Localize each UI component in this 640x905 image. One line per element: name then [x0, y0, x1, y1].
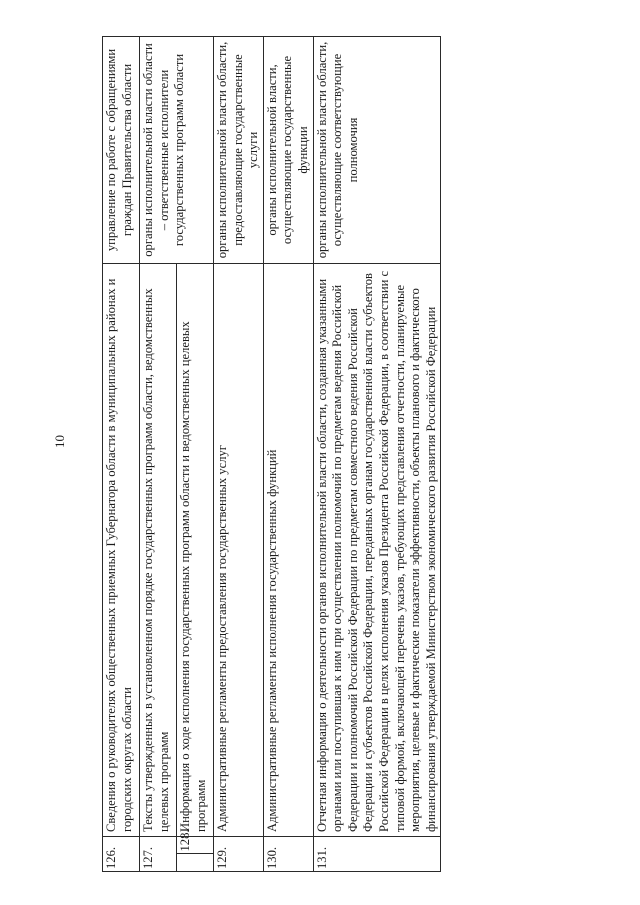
table-row — [313, 37, 441, 872]
row-description: Административные регламенты исполнения государственных функций — [263, 264, 313, 837]
table-row — [263, 37, 313, 872]
page-number: 10 — [52, 435, 67, 448]
row-number: 130. — [263, 837, 313, 872]
row-number: 128. — [177, 837, 214, 855]
rotated-table-container — [102, 36, 438, 872]
row-indent-cell — [177, 854, 214, 872]
row-responsible: органы исполнительной власти области, предоставляющие государственные услуги — [214, 37, 264, 264]
row-number: 127. — [140, 837, 177, 872]
row-description: Тексты утвержденных в установленном порядке государственных программ области, ведомственных целевых программ — [140, 264, 177, 837]
row-description: Информация о ходе исполнения государственных программ области и ведомственных целевых программ — [177, 264, 214, 837]
row-number: 126. — [103, 837, 140, 872]
row-number: 129. — [214, 837, 264, 872]
row-responsible: органы исполнительной власти области – ответственные исполнители государственных программ области — [140, 37, 214, 264]
table-row — [214, 37, 264, 872]
row-responsible: органы исполнительной власти, осуществляющие государственные функции — [263, 37, 313, 264]
row-description: Сведения о руководителях общественных приемных Губернатора области в муниципальных районах и городских округах области — [103, 264, 140, 837]
row-description: Отчетная информация о деятельности органов исполнительной власти области, созданная указанными органами или поступившая к ним при осуществлении полномочий по предметам ведения Российской Федерации и полномочий Российской Федерации по предметам совместного ведения Российской Федерации и субъектов Российской Федерации, переданных органам государственной власти субъектов Российской Федерации в целях исполнения указов Президента Российской Федерации, в соответствии с типовой формой, включающей перечень указов, требующих представления отчетности, планируемые мероприятия, целевые и фактические показатели эффективности, объекты планового и фактического финансирования утверждаемой Министерством экономического развития Российской Федерации — [313, 264, 441, 837]
row-responsible: органы исполнительной власти области, осуществляющие соответствующие полномочия — [313, 37, 441, 264]
table-row — [103, 37, 140, 872]
document-table — [102, 36, 441, 872]
row-responsible: управление по работе с обращениями граждан Правительства области — [103, 37, 140, 264]
row-description: Административные регламенты предоставления государственных услуг — [214, 264, 264, 837]
table-row — [140, 37, 177, 872]
row-number: 131. — [313, 837, 441, 872]
